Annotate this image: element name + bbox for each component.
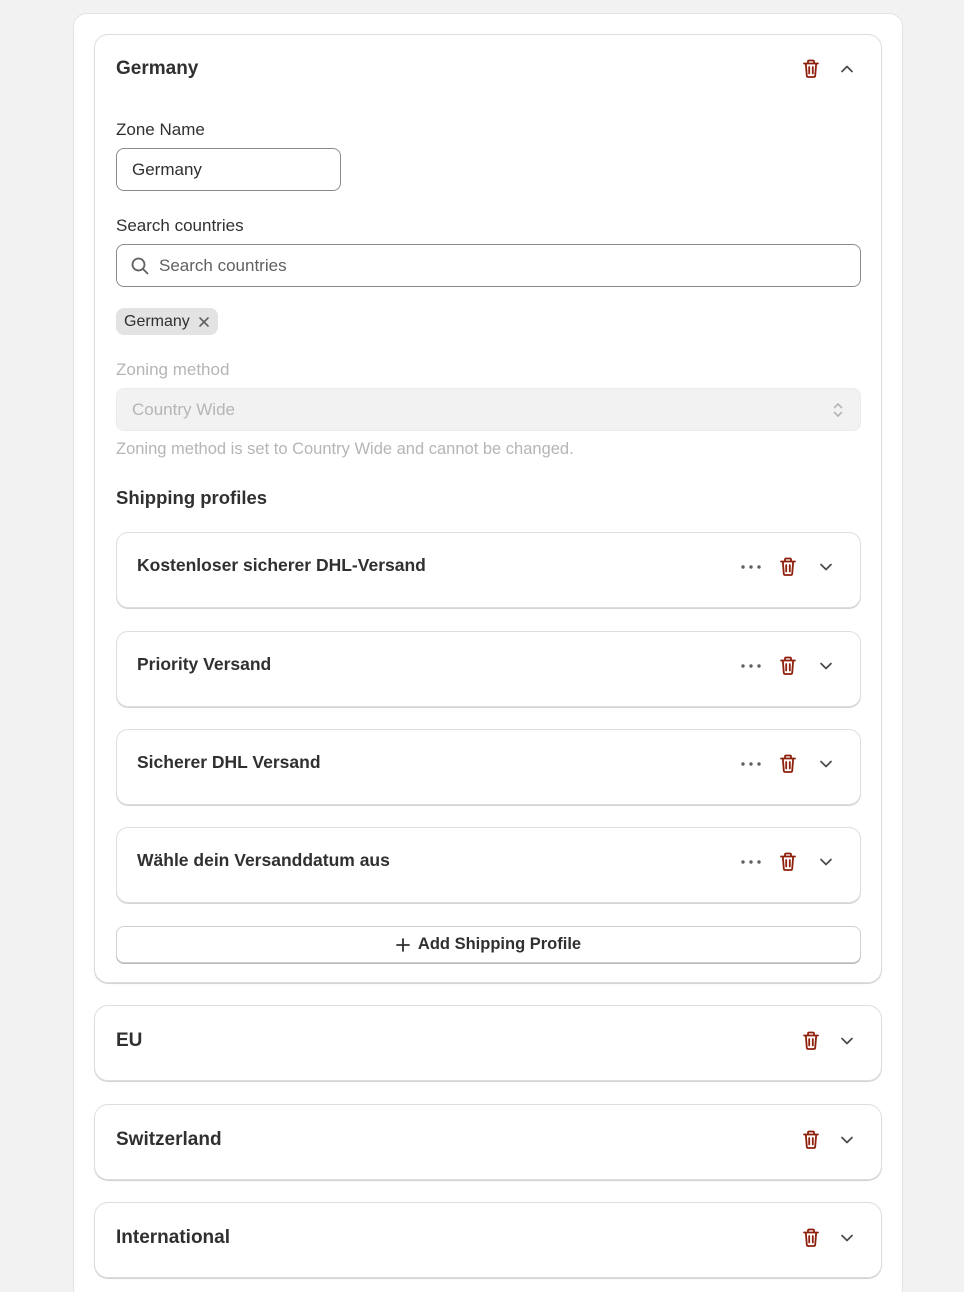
chevron-down-icon (818, 756, 834, 772)
profile-more-button[interactable] (737, 553, 765, 581)
expand-profile-button[interactable] (812, 553, 840, 581)
add-shipping-profile-button[interactable] (116, 926, 861, 963)
zone-name-input[interactable] (116, 148, 341, 191)
delete-profile-button[interactable] (774, 848, 802, 876)
shipping-profile-name: Sicherer DHL Versand (137, 752, 321, 772)
search-countries-label: Search countries (116, 216, 244, 235)
expand-zone-button[interactable] (833, 1027, 861, 1055)
expand-profile-button[interactable] (812, 652, 840, 680)
zone-title: Switzerland (116, 1129, 222, 1150)
shipping-profile-name: Kostenloser sicherer DHL-Versand (137, 555, 426, 575)
trash-icon (778, 852, 798, 872)
close-icon (198, 316, 210, 328)
select-arrows-icon (832, 401, 844, 419)
zone-name-value: Germany (132, 159, 202, 179)
delete-zone-button[interactable] (797, 55, 825, 83)
zone-title: EU (116, 1030, 143, 1051)
trash-icon (801, 1228, 821, 1248)
remove-country-button[interactable] (198, 316, 210, 328)
trash-icon (801, 1130, 821, 1150)
country-chip (116, 308, 218, 335)
zoning-method-help: Zoning method is set to Country Wide and cannot be changed. (116, 440, 574, 458)
shipping-profile-card (116, 827, 861, 903)
delete-zone-button[interactable] (797, 1027, 825, 1055)
trash-icon (801, 1031, 821, 1051)
chevron-down-icon (839, 1033, 855, 1049)
collapse-zone-button[interactable] (833, 55, 861, 83)
zoning-method-label: Zoning method (116, 360, 230, 379)
chevron-up-icon (839, 61, 855, 77)
delete-profile-button[interactable] (774, 750, 802, 778)
more-horizontal-icon (740, 859, 762, 865)
profile-more-button[interactable] (737, 750, 765, 778)
trash-icon (778, 656, 798, 676)
country-chip-label: Germany (124, 312, 190, 330)
delete-profile-button[interactable] (774, 553, 802, 581)
zone-card-international[interactable] (94, 1202, 882, 1278)
delete-profile-button[interactable] (774, 652, 802, 680)
zone-name-label: Zone Name (116, 120, 205, 139)
shipping-profile-card (116, 532, 861, 608)
profile-more-button[interactable] (737, 848, 765, 876)
more-horizontal-icon (740, 663, 762, 669)
trash-icon (801, 59, 821, 79)
zone-card-germany (94, 34, 882, 983)
chevron-down-icon (818, 854, 834, 870)
search-icon (130, 256, 150, 276)
chevron-down-icon (818, 658, 834, 674)
zone-card-switzerland[interactable] (94, 1104, 882, 1180)
trash-icon (778, 754, 798, 774)
zoning-method-value: Country Wide (132, 399, 235, 419)
expand-zone-button[interactable] (833, 1224, 861, 1252)
more-horizontal-icon (740, 761, 762, 767)
shipping-profiles-heading: Shipping profiles (116, 487, 268, 508)
zoning-method-select (116, 388, 861, 431)
zone-title: International (116, 1227, 231, 1248)
shipping-profile-card (116, 729, 861, 805)
chevron-down-icon (839, 1230, 855, 1246)
add-shipping-profile-label: Add Shipping Profile (417, 935, 582, 953)
expand-profile-button[interactable] (812, 750, 840, 778)
trash-icon (778, 557, 798, 577)
search-countries-input[interactable] (116, 244, 861, 287)
delete-zone-button[interactable] (797, 1126, 825, 1154)
zone-title: Germany (116, 58, 199, 79)
more-horizontal-icon (740, 564, 762, 570)
profile-more-button[interactable] (737, 652, 765, 680)
shipping-profile-card (116, 631, 861, 707)
shipping-profile-name: Priority Versand (137, 654, 272, 674)
expand-profile-button[interactable] (812, 848, 840, 876)
zone-card-eu[interactable] (94, 1005, 882, 1081)
plus-icon (396, 938, 410, 952)
search-placeholder: Search countries (159, 255, 287, 275)
expand-zone-button[interactable] (833, 1126, 861, 1154)
delete-zone-button[interactable] (797, 1224, 825, 1252)
chevron-down-icon (839, 1132, 855, 1148)
chevron-down-icon (818, 559, 834, 575)
shipping-profile-name: Wähle dein Versanddatum aus (137, 850, 390, 870)
